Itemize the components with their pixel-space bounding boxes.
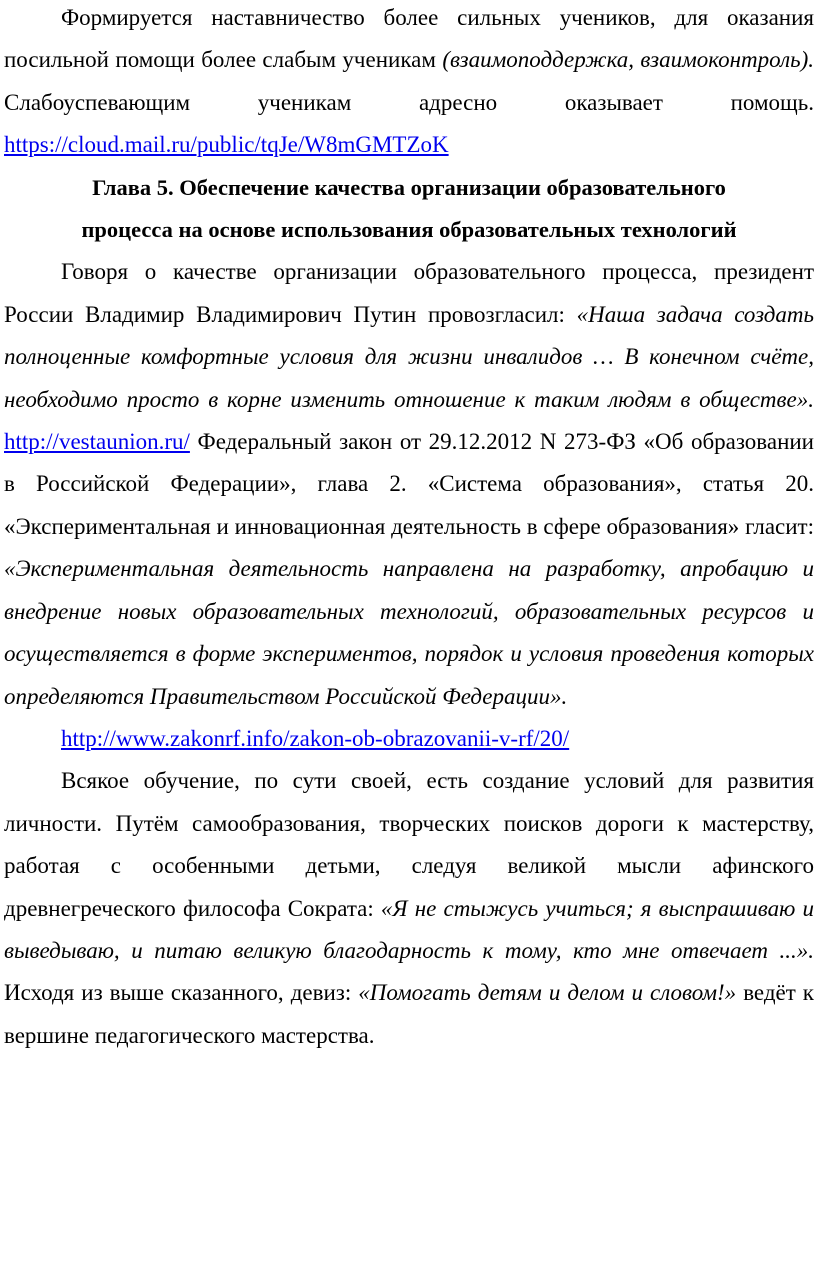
zakonrf-link[interactable]: http://www.zakonrf.info/zakon-ob-obrazovanii-v-rf/20/	[61, 725, 570, 751]
paragraph-text: Исходя из выше сказанного, девиз:	[4, 980, 359, 1006]
paragraph-mentorship	[4, 0, 814, 167]
italic-quote: «Наша задача создать полноценные комфортные условия для жизни инвалидов … В конечном счёте, необходимо просто в корне изменить отношение к таким людям в обществе».	[4, 301, 815, 412]
paragraph-text: Формируется наставничество более сильных учеников, для оказания посильной помощи более слабым ученикам	[4, 5, 814, 73]
paragraph-text: Всякое обучение, по сути своей, есть создание условий для развития личности. Путём самообразования, творческих поисков дороги к мастерству, работая с особенными детьми, следуя великой мысли афинского древнегреческого философа Сократа:	[4, 768, 814, 921]
chapter-heading-line-1: Глава 5. Обеспечение качества организации образовательного	[92, 174, 726, 200]
paragraph-law-link	[4, 718, 814, 760]
document-page	[4, 0, 814, 1057]
paragraph-text: Слабоуспевающим ученикам адресно оказывает помощь.	[4, 89, 814, 115]
cloud-mail-link[interactable]: https://cloud.mail.ru/public/tqJe/W8mGMTZoK	[4, 132, 449, 158]
paragraph-text: Говоря о качестве организации образовательного процесса, президент России Владимир Владимирович Путин провозгласил:	[4, 259, 814, 327]
italic-text: (взаимоподдержка, взаимоконтроль).	[442, 47, 814, 73]
vestaunion-link[interactable]: http://vestaunion.ru/	[4, 429, 190, 455]
italic-motto: «Помогать детям и делом и словом!»	[358, 980, 737, 1006]
chapter-heading	[4, 167, 814, 252]
paragraph-text: ведёт к вершине педагогического мастерства.	[4, 980, 814, 1048]
paragraph-text: Федеральный закон от 29.12.2012 N 273-ФЗ «Об образовании в Российской Федерации», глава 2. «Система образования», статья 20. «Экспериментальная и инновационная деятельность в сфере образования» гласит:	[4, 429, 814, 539]
italic-quote: «Экспериментальная деятельность направлена на разработку, апробацию и внедрение новых образовательных технологий, образовательных ресурсов и осуществляется в форме экспериментов, порядок и условия проведения которых определяются Правительством Российской Федерации».	[4, 556, 814, 709]
italic-quote: «Я не стыжусь учиться; я выспрашиваю и выведываю, и питаю великую благодарность к тому, кто мне отвечает ...».	[4, 895, 815, 963]
chapter-heading-line-2: процесса на основе использования образовательных технологий	[81, 217, 737, 243]
paragraph-education	[4, 760, 814, 1057]
paragraph-quality	[4, 251, 814, 717]
